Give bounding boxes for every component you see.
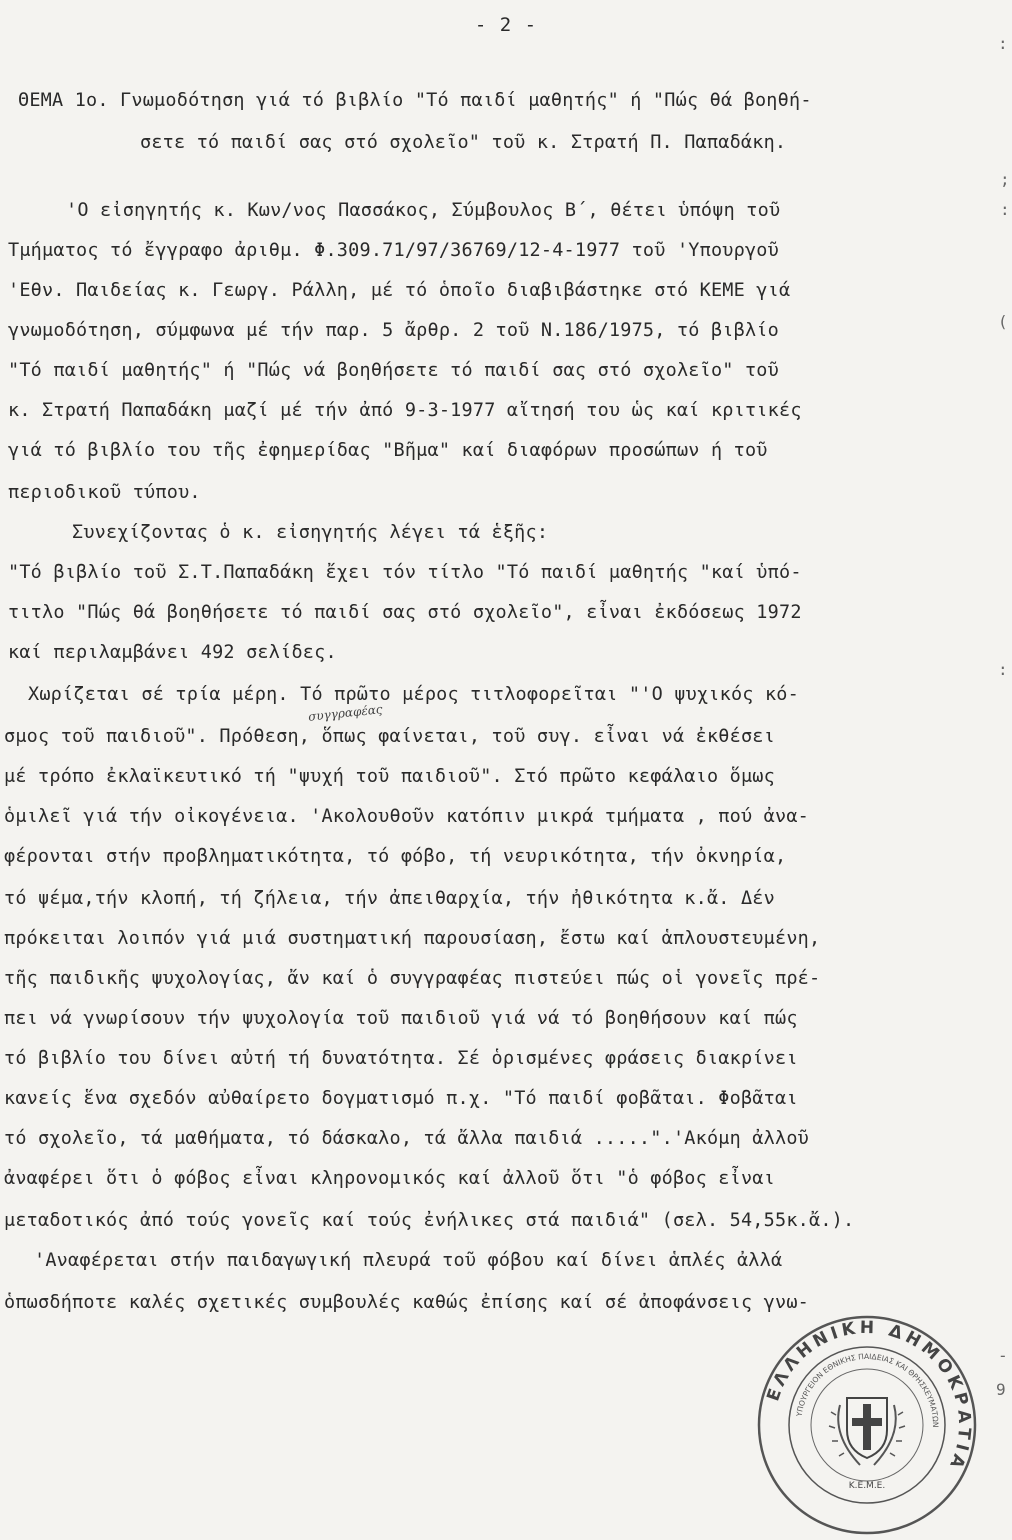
stamp-bottom-text: Κ.Ε.Μ.Ε. <box>848 1481 886 1491</box>
body-line: μεταδοτικός ἀπό τούς γονεῖς καί τούς ἐνήλικες στά παιδιά" (σελ. 54,55κ.ἄ.). <box>4 1210 855 1231</box>
official-stamp-icon <box>752 1310 982 1540</box>
coat-of-arms-icon <box>829 1398 905 1465</box>
body-line: ἀναφέρει ὅτι ὁ φόβος εἶναι κληρονομικός καί ἀλλοῦ ὅτι "ὁ φόβος εἶναι <box>4 1168 775 1189</box>
margin-mark: : <box>998 34 1008 53</box>
heading-line-1: ΘΕΜΑ 1ο. Γνωμοδότηση γιά τό βιβλίο "Τό παιδί μαθητής" ή "Πώς θά βοηθή- <box>18 90 812 111</box>
body-line: Χωρίζεται σέ τρία μέρη. Τό πρῶτο μέρος τιτλοφορεῖται "'Ο ψυχικός κό- <box>28 684 799 705</box>
body-line: ὁμιλεῖ γιά τήν οἰκογένεια. 'Ακολουθοῦν κατόπιν μικρά τμήματα , πού ἀνα- <box>4 806 809 827</box>
margin-mark: ; <box>1000 170 1010 189</box>
margin-mark: : <box>1000 200 1010 219</box>
body-line: πρόκειται λοιπόν γιά μιά συστηματική παρουσίαση, ἔστω καί ἁπλουστευμένη, <box>4 928 821 949</box>
body-line: 'Ο εἰσηγητής κ. Κων/νος Πασσάκος, Σύμβουλος Β΄, θέτει ὑπόψη τοῦ <box>66 200 781 221</box>
body-line: "Τό παιδί μαθητής" ή "Πώς νά βοηθήσετε τό παιδί σας στό σχολεῖο" τοῦ <box>8 360 779 381</box>
handwritten-note: συγγραφέας <box>307 702 384 724</box>
body-line: τό ψέμα,τήν κλοπή, τή ζήλεια, τήν ἀπειθαρχία, τήν ἠθικότητα κ.ἄ. Δέν <box>4 888 775 909</box>
margin-mark: 9 <box>996 1380 1006 1399</box>
body-line: καί περιλαμβάνει 492 σελίδες. <box>8 642 337 663</box>
body-line: 'Αναφέρεται στήν παιδαγωγική πλευρά τοῦ φόβου καί δίνει ἁπλές ἀλλά <box>34 1250 783 1271</box>
body-line: φέρονται στήν προβληματικότητα, τό φόβο, τή νευρικότητα, τήν ὀκνηρία, <box>4 846 787 867</box>
margin-mark: : <box>998 660 1008 679</box>
heading-line-2: σετε τό παιδί σας στό σχολεῖο" τοῦ κ. Στρατή Π. Παπαδάκη. <box>140 132 787 153</box>
body-line: τό σχολεῖο, τά μαθήματα, τό δάσκαλο, τά ἄλλα παιδιά .....".'Ακόμη ἀλλοῦ <box>4 1128 809 1149</box>
body-line: πει νά γνωρίσουν τήν ψυχολογία τοῦ παιδιοῦ γιά νά τό βοηθήσουν καί πώς <box>4 1008 798 1029</box>
body-line: γιά τό βιβλίο του τῆς ἐφημερίδας "Βῆμα" καί διαφόρων προσώπων ή τοῦ <box>8 440 768 461</box>
body-line: περιοδικοῦ τύπου. <box>8 482 201 503</box>
body-line: ὁπωσδήποτε καλές σχετικές συμβουλές καθώς ἐπίσης καί σέ ἀποφάνσεις γνω- <box>4 1292 809 1313</box>
body-line: κ. Στρατή Παπαδάκη μαζί μέ τήν ἀπό 9-3-1977 αἴτησή του ὡς καί κριτικές <box>8 400 802 421</box>
body-line: "Τό βιβλίο τοῦ Σ.Τ.Παπαδάκη ἔχει τόν τίτλο "Τό παιδί μαθητής "καί ὑπό- <box>8 562 802 583</box>
body-line: 'Εθν. Παιδείας κ. Γεωργ. Ράλλη, μέ τό ὁποῖο διαβιβάστηκε στό ΚΕΜΕ γιά <box>8 280 791 301</box>
body-line: σμος τοῦ παιδιοῦ". Πρόθεση, ὅπως φαίνεται, τοῦ συγ. εἶναι νά ἐκθέσει <box>4 726 775 747</box>
margin-mark: - <box>998 1346 1008 1365</box>
stamp-inner-text: ΥΠΟΥΡΓΕΙΟΝ ΕΘΝΙΚΗΣ ΠΑΙΔΕΙΑΣ ΚΑΙ ΘΡΗΣΚΕΥΜΑΤΩΝ <box>794 1351 941 1428</box>
body-line: Τμήματος τό ἔγγραφο ἀριθμ. Φ.309.71/97/36769/12-4-1977 τοῦ 'Υπουργοῦ <box>8 240 779 261</box>
page-number: - 2 - <box>474 14 538 36</box>
body-line: κανείς ἕνα σχεδόν αὐθαίρετο δογματισμό π.χ. "Τό παιδί φοβᾶται. Φοβᾶται <box>4 1088 798 1109</box>
body-line: τό βιβλίο του δίνει αὐτή τή δυνατότητα. Σέ ὁρισμένες φράσεις διακρίνει <box>4 1048 798 1069</box>
margin-mark: ( <box>998 312 1008 331</box>
body-line: Συνεχίζοντας ὁ κ. εἰσηγητής λέγει τά ἑξῆς: <box>72 522 549 543</box>
stamp-outer-text: ΕΛΛΗΝΙΚΗ ΔΗΜΟΚΡΑΤΙΑ <box>763 1317 975 1475</box>
body-line: μέ τρόπο ἐκλαϊκευτικό τή "ψυχή τοῦ παιδιοῦ". Στό πρῶτο κεφάλαιο ὅμως <box>4 766 775 787</box>
body-line: γνωμοδότηση, σύμφωνα μέ τήν παρ. 5 ἄρθρ. 2 τοῦ Ν.186/1975, τό βιβλίο <box>8 320 779 341</box>
body-line: τῆς παιδικῆς ψυχολογίας, ἄν καί ὁ συγγραφέας πιστεύει πώς οἱ γονεῖς πρέ- <box>4 968 821 989</box>
body-line: τιτλο "Πώς θά βοηθήσετε τό παιδί σας στό σχολεῖο", εἶναι ἐκδόσεως 1972 <box>8 602 802 623</box>
